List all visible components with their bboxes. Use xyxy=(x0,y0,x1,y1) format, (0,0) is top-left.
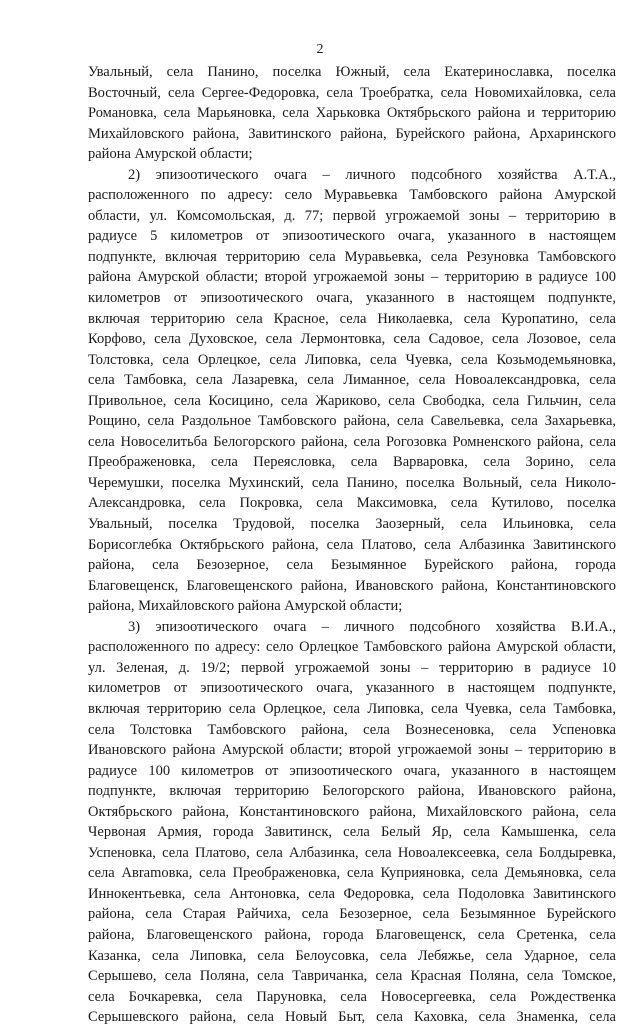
text-line: 3) эпизоотического очага – личного подсобного хозяйства В.И.А., xyxy=(128,618,616,635)
text-line: Октябрьского района, Константиновского района, Михайловского района, села xyxy=(88,803,616,820)
text-line: Привольное, села Косицино, села Жариково, села Свободка, села Гильчин, села xyxy=(88,392,616,409)
text-line: Корфово, села Духовское, села Лермонтовка, села Садовое, села Лозовое, села xyxy=(88,331,616,348)
text-line: Михайловского района, Завитинского района, Бурейского района, Архаринского xyxy=(88,125,616,142)
page-number: 2 xyxy=(316,42,324,57)
text-line: Александровка, села Покровка, села Максимовка, села Кутилово, поселка xyxy=(88,495,616,512)
text-line: радиусе 5 километров от эпизоотического очага, указанного в настоящем xyxy=(88,228,616,245)
text-line: Борисоглебка Октябрьского района, села Платово, села Албазинка Завитинского xyxy=(88,536,616,553)
text-line: Благовещенск, Благовещенского района, Ивановского района, Константиновского xyxy=(88,577,616,594)
text-line: Восточный, села Сергее-Федоровка, села Троебратка, села Новомихайловка, села xyxy=(88,84,616,101)
text-line: подпункте, включая территорию села Муравьевка, села Резуновка Тамбовского xyxy=(88,248,616,265)
text-line: района, Благовещенского района, города Благовещенск, села Сретенка, села xyxy=(88,926,616,943)
text-line: района, села Безозерное, села Безымянное Бурейского района, города xyxy=(88,557,616,574)
text-line: Иннокентьевка, села Антоновка, села Федоровка, села Подоловка Завитинского xyxy=(88,885,616,902)
text-line: километров от эпизоотического очага, указанного в настоящем подпункте, xyxy=(88,290,616,307)
text-line: километров от эпизоотического очага, указанного в настоящем подпункте, xyxy=(88,680,616,697)
text-line: Увальный, села Панино, поселка Южный, села Екатеринославка, поселка xyxy=(88,64,616,80)
text-line: района, села Старая Райчиха, села Безозерное, села Безымянное Бурейского xyxy=(88,906,616,923)
text-line: села Тамбовка, села Лазаревка, села Лиманное, села Новоалександровка, села xyxy=(88,372,616,389)
text-line: Червоная Армия, города Завитинск, села Белый Яр, села Камышенка, села xyxy=(88,824,616,841)
text-line: Черемушки, поселка Мухинский, села Панино, поселка Вольный, села Николо- xyxy=(88,474,616,491)
text-line: расположенного по адресу: село Муравьевка Тамбовского района Амурской xyxy=(88,187,616,204)
text-line: включая территорию села Красное, села Николаевка, села Куропатино, села xyxy=(88,310,616,327)
text-line: села Новоселитьба Белогорского района, села Рогозовка Ромненского района, села xyxy=(88,433,616,450)
text-line: 2) эпизоотического очага – личного подсобного хозяйства А.Т.А., xyxy=(128,166,616,183)
text-line: области, ул. Комсомольская, д. 77; первой угрожаемой зоны – территорию в xyxy=(88,207,616,224)
text-line: села Бочкаревка, села Паруновка, села Новосергеевка, села Рождественка xyxy=(88,988,616,1005)
text-line: района Амурской области; xyxy=(88,146,253,163)
text-line: Серышево, села Поляна, села Тавричанка, села Красная Поляна, села Томское, xyxy=(88,968,616,985)
text-line: ул. Зеленая, д. 19/2; первой угрожаемой зоны – территорию в радиусе 10 xyxy=(88,659,616,676)
text-line: Серышевского района, села Новый Быт, села Каховка, села Знаменка, села xyxy=(88,1009,616,1026)
text-line: села Авramовка, села Преображеновка, села Куприяновка, села Демьяновка, села xyxy=(88,865,616,882)
text-line: района Амурской области; второй угрожаемой зоны – территорию в радиусе 100 xyxy=(88,269,616,286)
text-line: подпункте, включая территорию Белогорского района, Ивановского района, xyxy=(88,783,616,800)
text-line: Ивановского района Амурской области; второй угрожаемой зоны – территорию в xyxy=(88,742,616,759)
text-line: Казанка, села Липовка, села Белоусовка, села Лебяжье, села Ударное, села xyxy=(88,947,616,964)
text-line: радиусе 100 километров от эпизоотического очага, указанного в настоящем xyxy=(88,762,616,779)
text-line: расположенного по адресу: село Орлецкое Тамбовского района Амурской области, xyxy=(88,639,616,656)
text-line: включая территорию села Орлецкое, села Липовка, села Чуевка, села Тамбовка, xyxy=(88,700,616,717)
text-line: села Толстовка Тамбовского района, села Вознесеновка, села Успеновка xyxy=(88,721,616,738)
text-line: Преображеновка, села Переясловка, села Варваровка, села Зорино, села xyxy=(88,454,616,471)
text-line: района, Михайловского района Амурской области; xyxy=(88,598,403,615)
text-line: Романовка, села Марьяновка, села Харьковка Октябрьского района и территорию xyxy=(88,105,616,122)
text-line: Успеновка, села Платово, села Албазинка, села Новоалексеевка, села Болдыревка, xyxy=(88,844,616,861)
body-text xyxy=(88,62,616,1028)
text-line: Увальный, поселка Трудовой, поселка Заозерный, села Ильиновка, села xyxy=(88,516,616,533)
text-line: Рощино, села Раздольное Тамбовского района, села Савельевка, села Захарьевка, xyxy=(88,413,616,430)
text-line: Толстовка, села Орлецкое, села Липовка, села Чуевка, села Козьмодемьяновка, xyxy=(88,351,616,368)
